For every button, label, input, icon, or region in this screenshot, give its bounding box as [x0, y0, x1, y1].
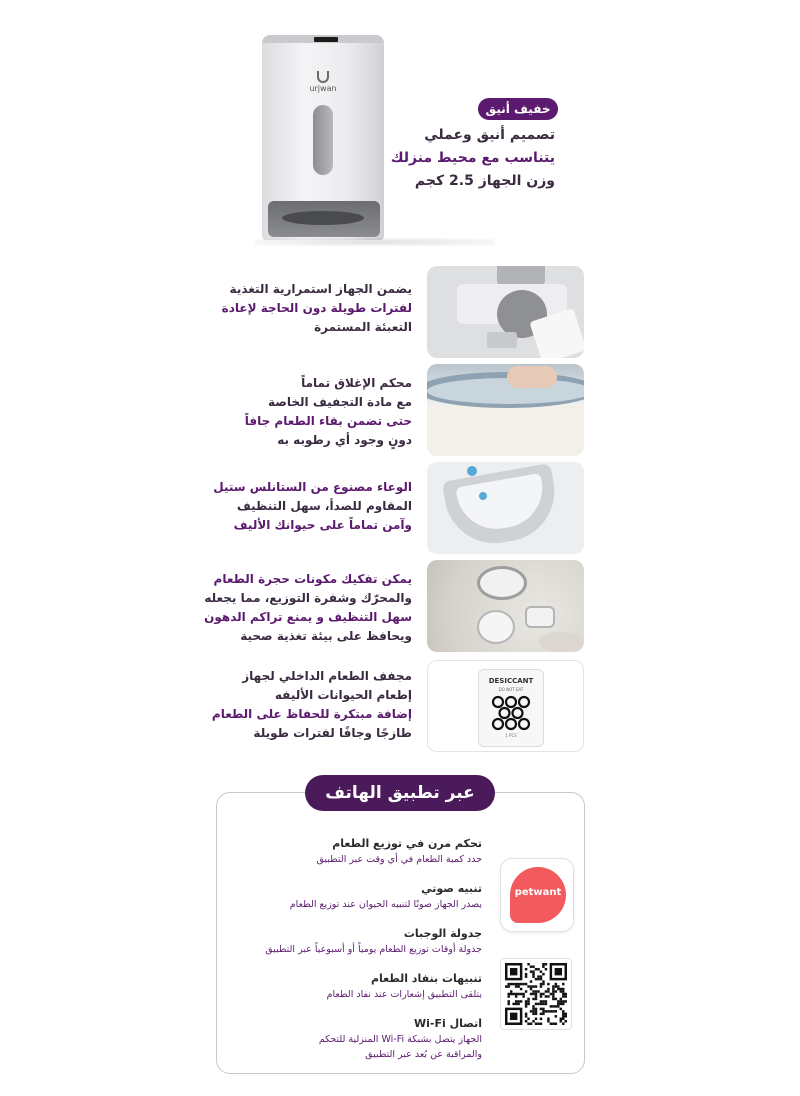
app-feature-item	[212, 1016, 482, 1062]
feature-5-image	[427, 660, 584, 752]
app-feature-title: تحكم مرن في توزيع الطعام	[332, 837, 482, 850]
app-feature-desc: والمراقبة عن بُعد عبر التطبيق	[365, 1049, 482, 1060]
app-feature-desc: يتلقى التطبيق إشعارات عند نفاد الطعام	[326, 989, 482, 1000]
feeder-bowl	[282, 211, 364, 225]
app-feature-item	[212, 926, 482, 957]
app-feature-title: جدولة الوجبات	[403, 927, 482, 940]
app-feature-list	[212, 836, 482, 1076]
app-feature-title: تنبيهات بنفاد الطعام	[370, 972, 482, 985]
feature-line: إضافة مبتكرة للحفاظ على الطعام	[211, 707, 412, 721]
feature-3-image	[427, 462, 584, 554]
feature-2-image	[427, 364, 584, 456]
feature-line: التعبئة المستمرة	[314, 320, 412, 334]
qr-code-graphic	[501, 959, 571, 1029]
hero-line: تصميم أنيق وعملي	[424, 127, 555, 143]
feature-5-text	[192, 667, 412, 743]
app-section-title: عبر تطبيق الهاتف	[305, 775, 495, 811]
feature-line: والمحرّك وشفرة التوزيع، مما يجعله	[204, 591, 412, 605]
hero-description	[295, 124, 555, 193]
feature-line: وآمن تماماً على حيوانك الأليف	[233, 518, 412, 532]
feature-line: ويحافظ على بيئة تغذية صحية	[240, 629, 412, 643]
feature-line: طازجًا وجافًا لفترات طويلة	[253, 726, 412, 740]
brand-mark-icon	[317, 71, 329, 83]
desiccant-subtitle: DO NOT EAT	[498, 687, 524, 692]
app-feature-title: اتصال Wi-Fi	[413, 1017, 482, 1030]
qr-code-icon[interactable]	[500, 958, 572, 1030]
feature-1-text	[192, 280, 412, 337]
hexagon-pattern-icon	[490, 695, 532, 731]
feature-line: مع مادة التجفيف الخاصة	[268, 395, 412, 409]
feature-2-text	[192, 374, 412, 450]
feature-line: يضمن الجهاز استمرارية التغذية	[229, 282, 412, 296]
app-feature-item	[212, 881, 482, 912]
feature-line: إطعام الحيوانات الأليفه	[274, 688, 412, 702]
feature-line: دونٍ وجود أي رطوبه به	[277, 433, 412, 447]
feature-line: مجفف الطعام الداخلي لجهاز	[242, 669, 412, 683]
hero-badge: خفيف أنيق	[478, 98, 558, 120]
feeder-display	[314, 37, 338, 42]
feature-1-image	[427, 266, 584, 358]
feature-4-text	[192, 570, 412, 646]
feeder-shadow	[255, 238, 495, 246]
feature-line: يمكن تفكيك مكونات حجرة الطعام	[213, 572, 412, 586]
petwant-app-name: petwant	[514, 887, 562, 898]
petwant-app-icon[interactable]	[500, 858, 574, 932]
app-feature-desc: جدولة أوقات توزيع الطعام يومياً أو أسبوعياً عبر التطبيق	[265, 944, 482, 955]
desiccant-footer: 1 PCS	[505, 733, 517, 738]
hero-line: يتناسب مع محيط منزلك	[390, 150, 555, 166]
feature-line: سهل التنظيف و يمنع تراكم الدهون	[204, 610, 412, 624]
app-feature-desc: الجهاز يتصل بشبكة Wi-Fi المنزلية للتحكم	[318, 1034, 482, 1045]
app-feature-item	[212, 971, 482, 1002]
feature-line: محكم الإغلاق تماماً	[301, 376, 412, 390]
feeder-brand-label: urjwan	[309, 84, 337, 93]
feature-line: الوعاء مصنوع من الستانلس ستيل	[213, 480, 412, 494]
app-feature-desc: حدد كمية الطعام في أي وقت عبر التطبيق	[316, 854, 482, 865]
app-feature-item	[212, 836, 482, 867]
desiccant-title: DESICCANT	[488, 677, 534, 685]
feature-3-text	[192, 478, 412, 535]
hero-line: وزن الجهاز 2.5 كجم	[414, 173, 555, 189]
feature-line: المقاوم للصدأ، سهل التنظيف	[236, 499, 412, 513]
app-feature-title: تنبيه صوتي	[421, 882, 482, 895]
feature-line: لفترات طويلة دون الحاجة لإعادة	[221, 301, 412, 315]
feature-4-image	[427, 560, 584, 652]
feature-line: حتى تضمن بقاء الطعام جافاً	[244, 414, 412, 428]
app-feature-desc: يصدر الجهاز صوتًا لتنبيه الحيوان عند توزيع الطعام	[289, 899, 482, 910]
feeder-logo	[307, 71, 339, 93]
